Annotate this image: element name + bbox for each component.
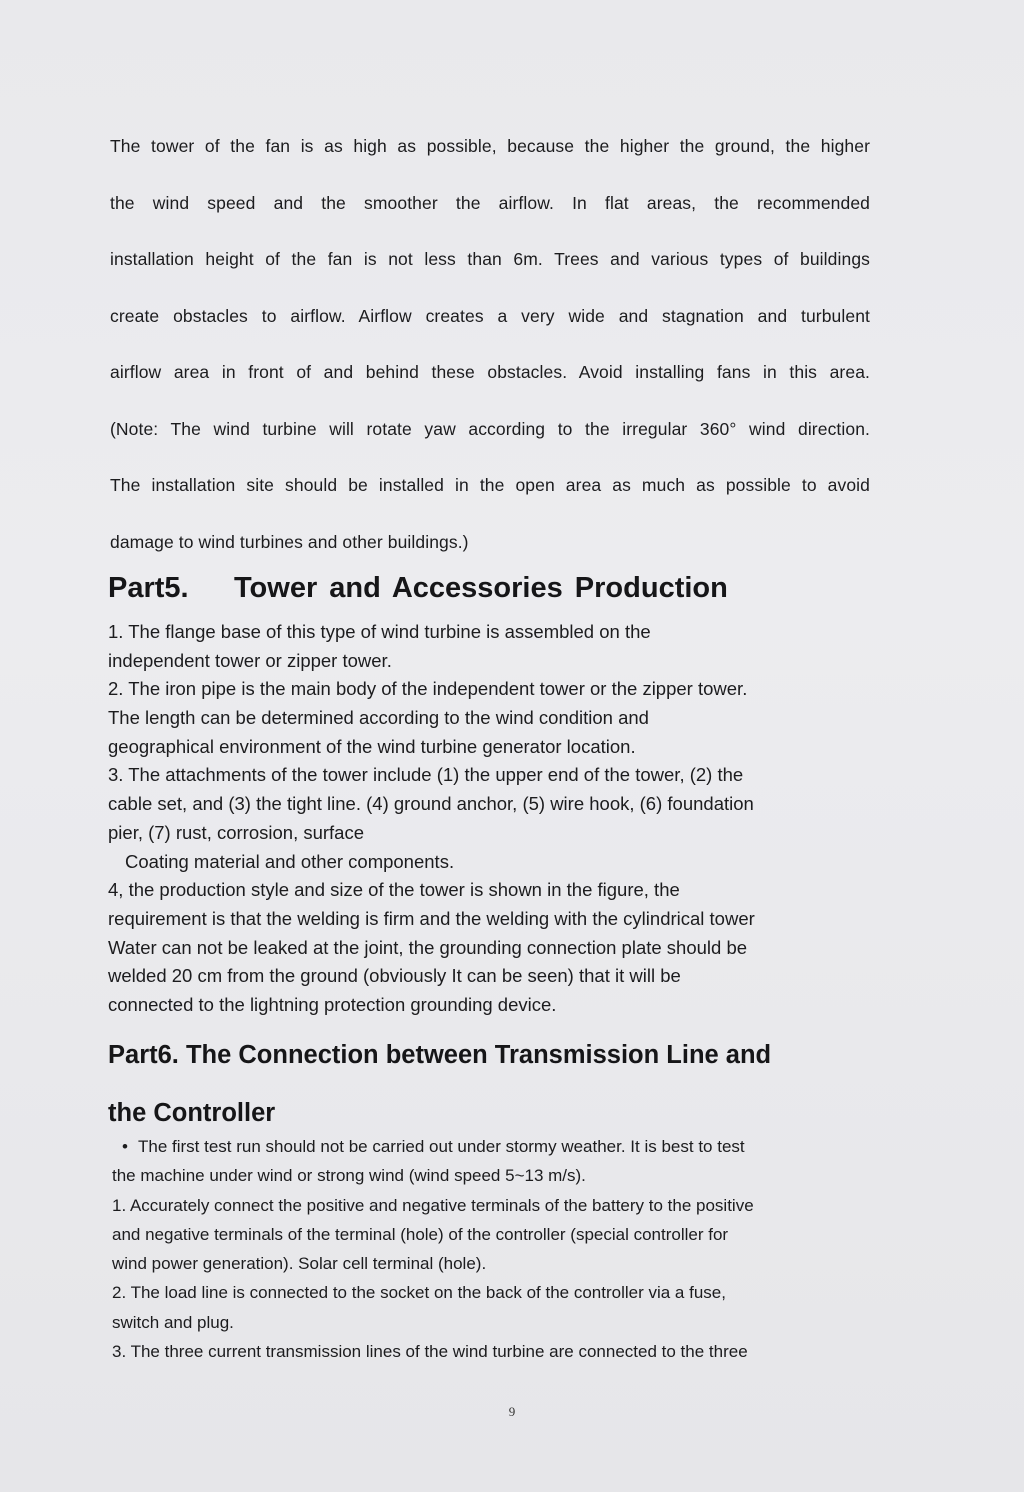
- part5-body: [108, 618, 878, 1020]
- part5-number: Part5.: [108, 572, 189, 604]
- page-number: 9: [508, 1404, 516, 1419]
- part5-line: 2. The iron pipe is the main body of the independent tower or the zipper tower.: [108, 678, 748, 700]
- part5-line: Water can not be leaked at the joint, the grounding connection plate should be: [108, 936, 748, 958]
- intro-line: airflow area in front of and behind these obstacles. Avoid installing fans in this area.: [110, 362, 870, 382]
- intro-line: damage to wind turbines and other buildings.): [110, 531, 469, 552]
- part5-line: Coating material and other components.: [125, 850, 455, 872]
- intro-line: The tower of the fan is as high as possible, because the higher the ground, the higher: [110, 136, 870, 156]
- part5-line: pier, (7) rust, corrosion, surface: [108, 821, 365, 843]
- part5-title: Tower and Accessories Production: [234, 572, 728, 604]
- part6-title-line: the Controller: [108, 1099, 276, 1127]
- part6-body: [112, 1132, 877, 1366]
- part6-line: 1. Accurately connect the positive and negative terminals of the battery to the positive: [112, 1195, 754, 1215]
- intro-line: (Note: The wind turbine will rotate yaw according to the irregular 360° wind direction.: [110, 418, 870, 439]
- part5-line: geographical environment of the wind turbine generator location.: [108, 735, 636, 757]
- intro-line: the wind speed and the smoother the airflow. In flat areas, the recommended: [110, 192, 870, 213]
- part5-line: requirement is that the welding is firm and the welding with the cylindrical tower: [108, 907, 755, 929]
- part5-line: 1. The flange base of this type of wind turbine is assembled on the: [108, 621, 651, 642]
- part6-line: 2. The load line is connected to the socket on the back of the controller via a fuse,: [112, 1283, 726, 1303]
- part5-line: independent tower or zipper tower.: [108, 649, 392, 671]
- intro-line: create obstacles to airflow. Airflow creates a very wide and stagnation and turbulent: [110, 305, 870, 326]
- bullet-icon: •: [122, 1137, 128, 1156]
- intro-paragraph: [110, 118, 870, 570]
- part5-line: 3. The attachments of the tower include (1) the upper end of the tower, (2) the: [108, 764, 744, 786]
- intro-line: installation height of the fan is not less than 6m. Trees and various types of buildings: [110, 249, 870, 269]
- part6-line: the machine under wind or strong wind (wind speed 5~13 m/s).: [112, 1166, 586, 1186]
- intro-line: The installation site should be installed in the open area as much as possible to avoid: [110, 475, 870, 495]
- part6-line: and negative terminals of the terminal (hole) of the controller (special controller for: [112, 1224, 729, 1244]
- part5-line: connected to the lightning protection grounding device.: [108, 993, 557, 1015]
- part5-line: The length can be determined according to the wind condition and: [108, 707, 649, 729]
- part6-line: 3. The three current transmission lines of the wind turbine are connected to the three: [112, 1342, 748, 1362]
- part5-line: cable set, and (3) the tight line. (4) ground anchor, (5) wire hook, (6) foundation: [108, 793, 754, 815]
- part6-line: [112, 1132, 877, 1161]
- part6-heading: [108, 1026, 878, 1142]
- part5-heading: [108, 568, 728, 608]
- part5-line: welded 20 cm from the ground (obviously It can be seen) that it will be: [108, 965, 681, 987]
- part6-line: wind power generation). Solar cell terminal (hole).: [112, 1254, 487, 1274]
- part6-line: switch and plug.: [112, 1312, 234, 1332]
- part5-line: 4, the production style and size of the tower is shown in the figure, the: [108, 879, 680, 901]
- part6-title-line: Part6. The Connection between Transmission Line and: [108, 1041, 772, 1069]
- part6-line-text: The first test run should not be carried out under stormy weather. It is best to test: [138, 1137, 745, 1156]
